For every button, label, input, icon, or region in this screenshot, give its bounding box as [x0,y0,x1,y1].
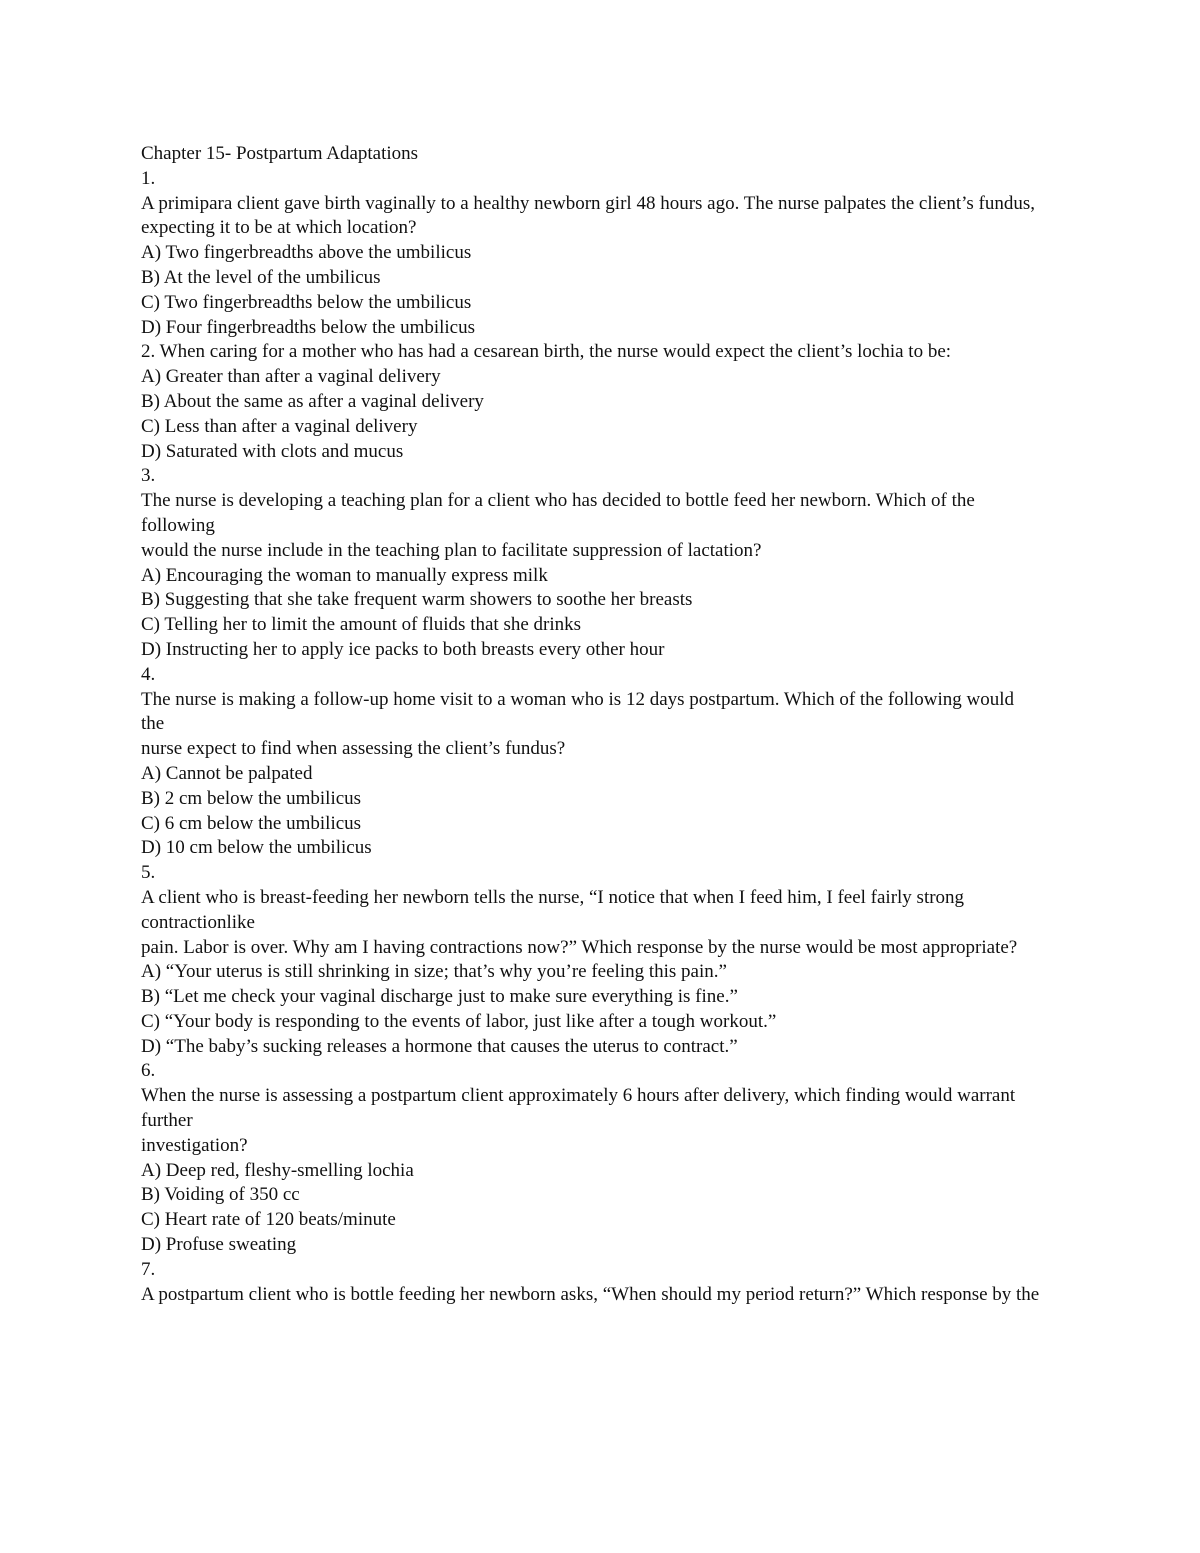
question-stem: nurse expect to find when assessing the client’s fundus? [141,738,566,760]
question-4 [141,663,1071,861]
answer-option-c: C) “Your body is responding to the events of labor, just like after a tough workout.” [141,1010,777,1032]
answer-option-a: A) Encouraging the woman to manually express milk [141,564,548,586]
question-stem: investigation? [141,1134,248,1156]
answer-option-c: C) Two fingerbreadths below the umbilicus [141,291,472,313]
answer-option-b: B) 2 cm below the umbilicus [141,787,362,809]
answer-option-d: D) Profuse sweating [141,1234,297,1256]
answer-option-a: A) Deep red, fleshy-smelling lochia [141,1159,414,1181]
question-7 [141,1258,1071,1308]
question-stem: expecting it to be at which location? [141,217,417,239]
answer-option-d: D) Saturated with clots and mucus [141,440,404,462]
document-page [141,142,1071,1307]
question-number: 2. [141,341,156,363]
answer-option-a: A) “Your uterus is still shrinking in size; that’s why you’re feeling this pain.” [141,961,727,983]
question-5 [141,861,1071,1059]
question-number: 7. [141,1258,156,1280]
answer-option-d: D) “The baby’s sucking releases a hormone that causes the uterus to contract.” [141,1035,738,1057]
question-number: 1. [141,167,156,189]
question-6 [141,1059,1071,1257]
answer-option-a: A) Two fingerbreadths above the umbilicus [141,242,472,264]
question-3 [141,464,1071,662]
answer-option-a: A) Greater than after a vaginal delivery [141,366,441,388]
question-stem: The nurse is developing a teaching plan for a client who has decided to bottle feed her newborn. Which of the following [141,490,975,536]
question-number: 6. [141,1060,156,1082]
question-2 [141,340,1071,464]
question-stem: The nurse is making a follow-up home visit to a woman who is 12 days postpartum. Which of the following would the [141,688,1014,735]
answer-option-c: C) Less than after a vaginal delivery [141,415,418,437]
question-stem: When caring for a mother who has had a cesarean birth, the nurse would expect the client’s lochia to be: [159,341,952,363]
answer-option-c: C) Telling her to limit the amount of fluids that she drinks [141,614,582,636]
answer-option-b: B) Voiding of 350 cc [141,1184,300,1206]
answer-option-d: D) 10 cm below the umbilicus [141,837,372,859]
question-1 [141,167,1071,341]
question-stem: When the nurse is assessing a postpartum client approximately 6 hours after delivery, which finding would warrant further [141,1085,1016,1132]
answer-option-b: B) At the level of the umbilicus [141,266,381,288]
answer-option-d: D) Instructing her to apply ice packs to both breasts every other hour [141,638,665,660]
answer-option-a: A) Cannot be palpated [141,762,313,784]
question-stem: would the nurse include in the teaching plan to facilitate suppression of lactation? [141,539,762,561]
question-stem: A client who is breast-feeding her newborn tells the nurse, “I notice that when I feed him, I feel fairly strong contractionlike [141,886,965,933]
question-number: 4. [141,663,156,685]
answer-option-c: C) Heart rate of 120 beats/minute [141,1209,396,1231]
question-number: 5. [141,862,156,884]
question-stem: A primipara client gave birth vaginally to a healthy newborn girl 48 hours ago. The nurse palpates the client’s fundus, [141,192,1036,214]
answer-option-b: B) About the same as after a vaginal delivery [141,390,484,412]
page-title: Chapter 15- Postpartum Adaptations [141,143,419,164]
question-stem: pain. Labor is over. Why am I having contractions now?” Which response by the nurse would be most appropriate? [141,936,1018,958]
question-stem: A postpartum client who is bottle feeding her newborn asks, “When should my period return?” Which response by the [141,1283,1040,1305]
question-number: 3. [141,465,156,487]
answer-option-c: C) 6 cm below the umbilicus [141,812,362,834]
answer-option-b: B) “Let me check your vaginal discharge just to make sure everything is fine.” [141,986,738,1008]
answer-option-b: B) Suggesting that she take frequent warm showers to soothe her breasts [141,589,693,611]
answer-option-d: D) Four fingerbreadths below the umbilicus [141,316,476,338]
